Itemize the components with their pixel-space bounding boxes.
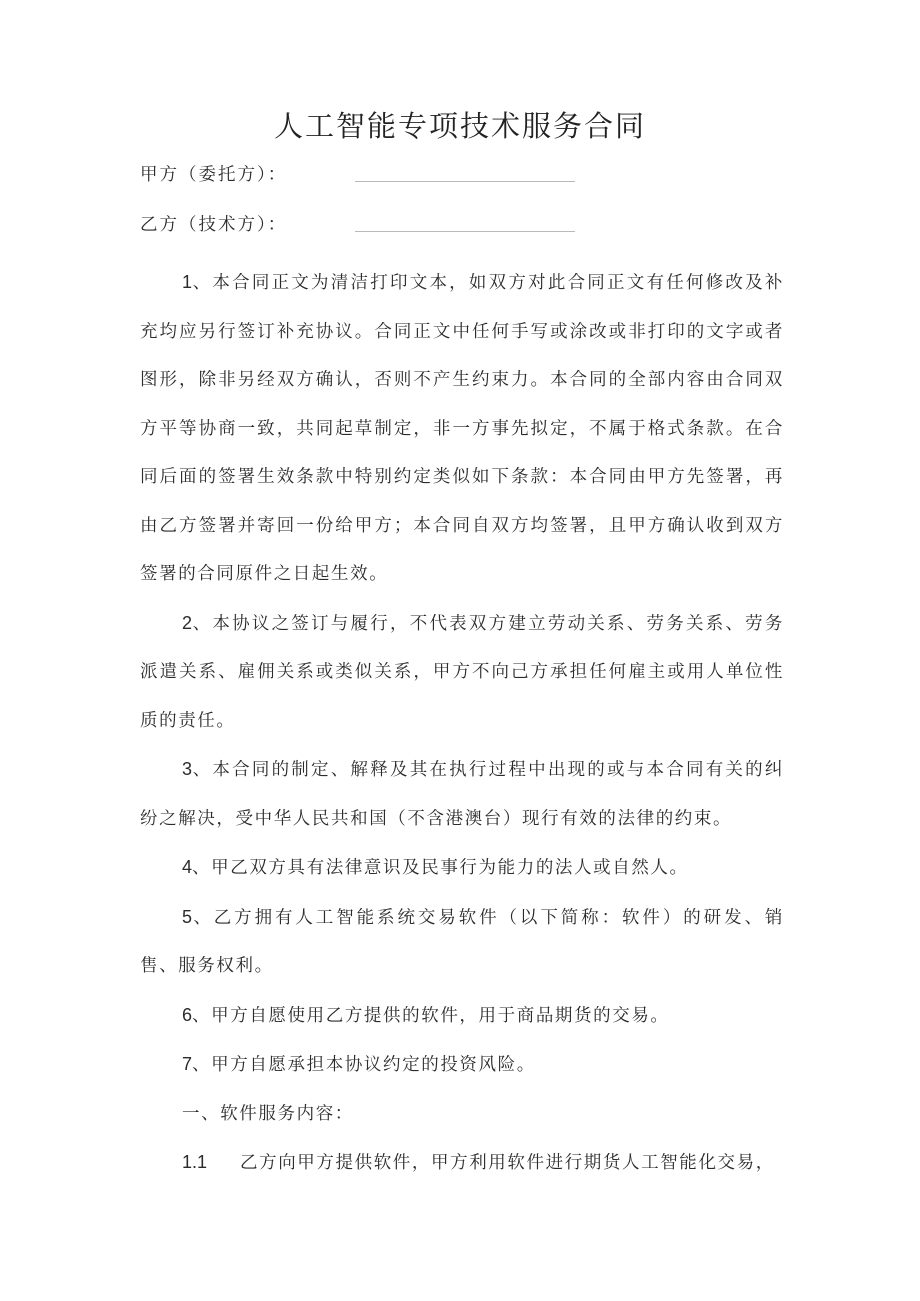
- clause-4-text: 、甲乙双方具有法律意识及民事行为能力的法人或自然人。: [192, 858, 689, 878]
- clause-4: [140, 843, 784, 893]
- clause-1-1-number: 1.1: [182, 1152, 208, 1172]
- clause-2: [140, 599, 784, 746]
- party-a-label: 甲方（委托方）：: [140, 165, 288, 185]
- clause-7: [140, 1040, 784, 1090]
- clause-5: [140, 893, 784, 991]
- clause-2-number: 2: [182, 612, 193, 633]
- clause-1-number: 1: [182, 272, 193, 292]
- clause-3-number: 3: [182, 759, 193, 779]
- party-b-label: 乙方（技术方）：: [140, 215, 288, 235]
- party-b-line: [140, 210, 287, 240]
- page-title: 人工智能专项技术服务合同: [273, 109, 646, 143]
- clause-3: [140, 745, 784, 843]
- clause-1-1: [140, 1138, 784, 1188]
- clause-1-1-text: 乙方向甲方提供软件，甲方利用软件进行期货人工智能化交易，: [240, 1153, 775, 1173]
- contract-body: [140, 258, 784, 1188]
- clause-5-text: 、乙方拥有人工智能系统交易软件（以下简称：软件）的研发、销售、服务权利。: [140, 907, 784, 976]
- clause-3-text: 、本合同的制定、解释及其在执行过程中出现的或与本合同有关的纠纷之解决，受中华人民共和国（不含港澳台）现行有效的法律的约束。: [140, 760, 784, 829]
- party-a-blank-line: [355, 181, 575, 182]
- clause-6-text: 、甲方自愿使用乙方提供的软件，用于商品期货的交易。: [192, 1005, 670, 1026]
- clause-1: [140, 258, 784, 599]
- section-heading: 一、软件服务内容：: [182, 1103, 354, 1124]
- clause-1-text: 、本合同正文为清洁打印文本，如双方对此合同正文有任何修改及补充均应另行签订补充协议。合同正文中任何手写或涂改或非打印的文字或者图形，除非另经双方确认，否则不产生约束力。本合同的全部内容由合同双方平等协商一致，共同起草制定，非一方事先拟定，不属于格式条款。在合同后面的签署生效条款中特别约定类似如下条款：本合同由甲方先签署，再由乙方签署并寄回一份给甲方；本合同自双方均签署，且甲方确认收到双方签署的合同原件之日起生效。: [140, 273, 784, 584]
- party-b-blank-line: [355, 231, 575, 232]
- party-a-line: [140, 160, 287, 190]
- clause-7-text: 、甲方自愿承担本协议约定的投资风险。: [192, 1055, 536, 1075]
- clause-5-number: 5: [182, 906, 193, 927]
- clause-2-text: 、本协议之签订与履行，不代表双方建立劳动关系、劳务关系、劳务派遣关系、雇佣关系或类似关系，甲方不向己方承担任何雇主或用人单位性质的责任。: [140, 613, 784, 731]
- clause-6-number: 6: [182, 1004, 193, 1025]
- clause-4-number: 4: [182, 857, 193, 877]
- clause-6: [140, 991, 784, 1041]
- clause-7-number: 7: [182, 1054, 193, 1074]
